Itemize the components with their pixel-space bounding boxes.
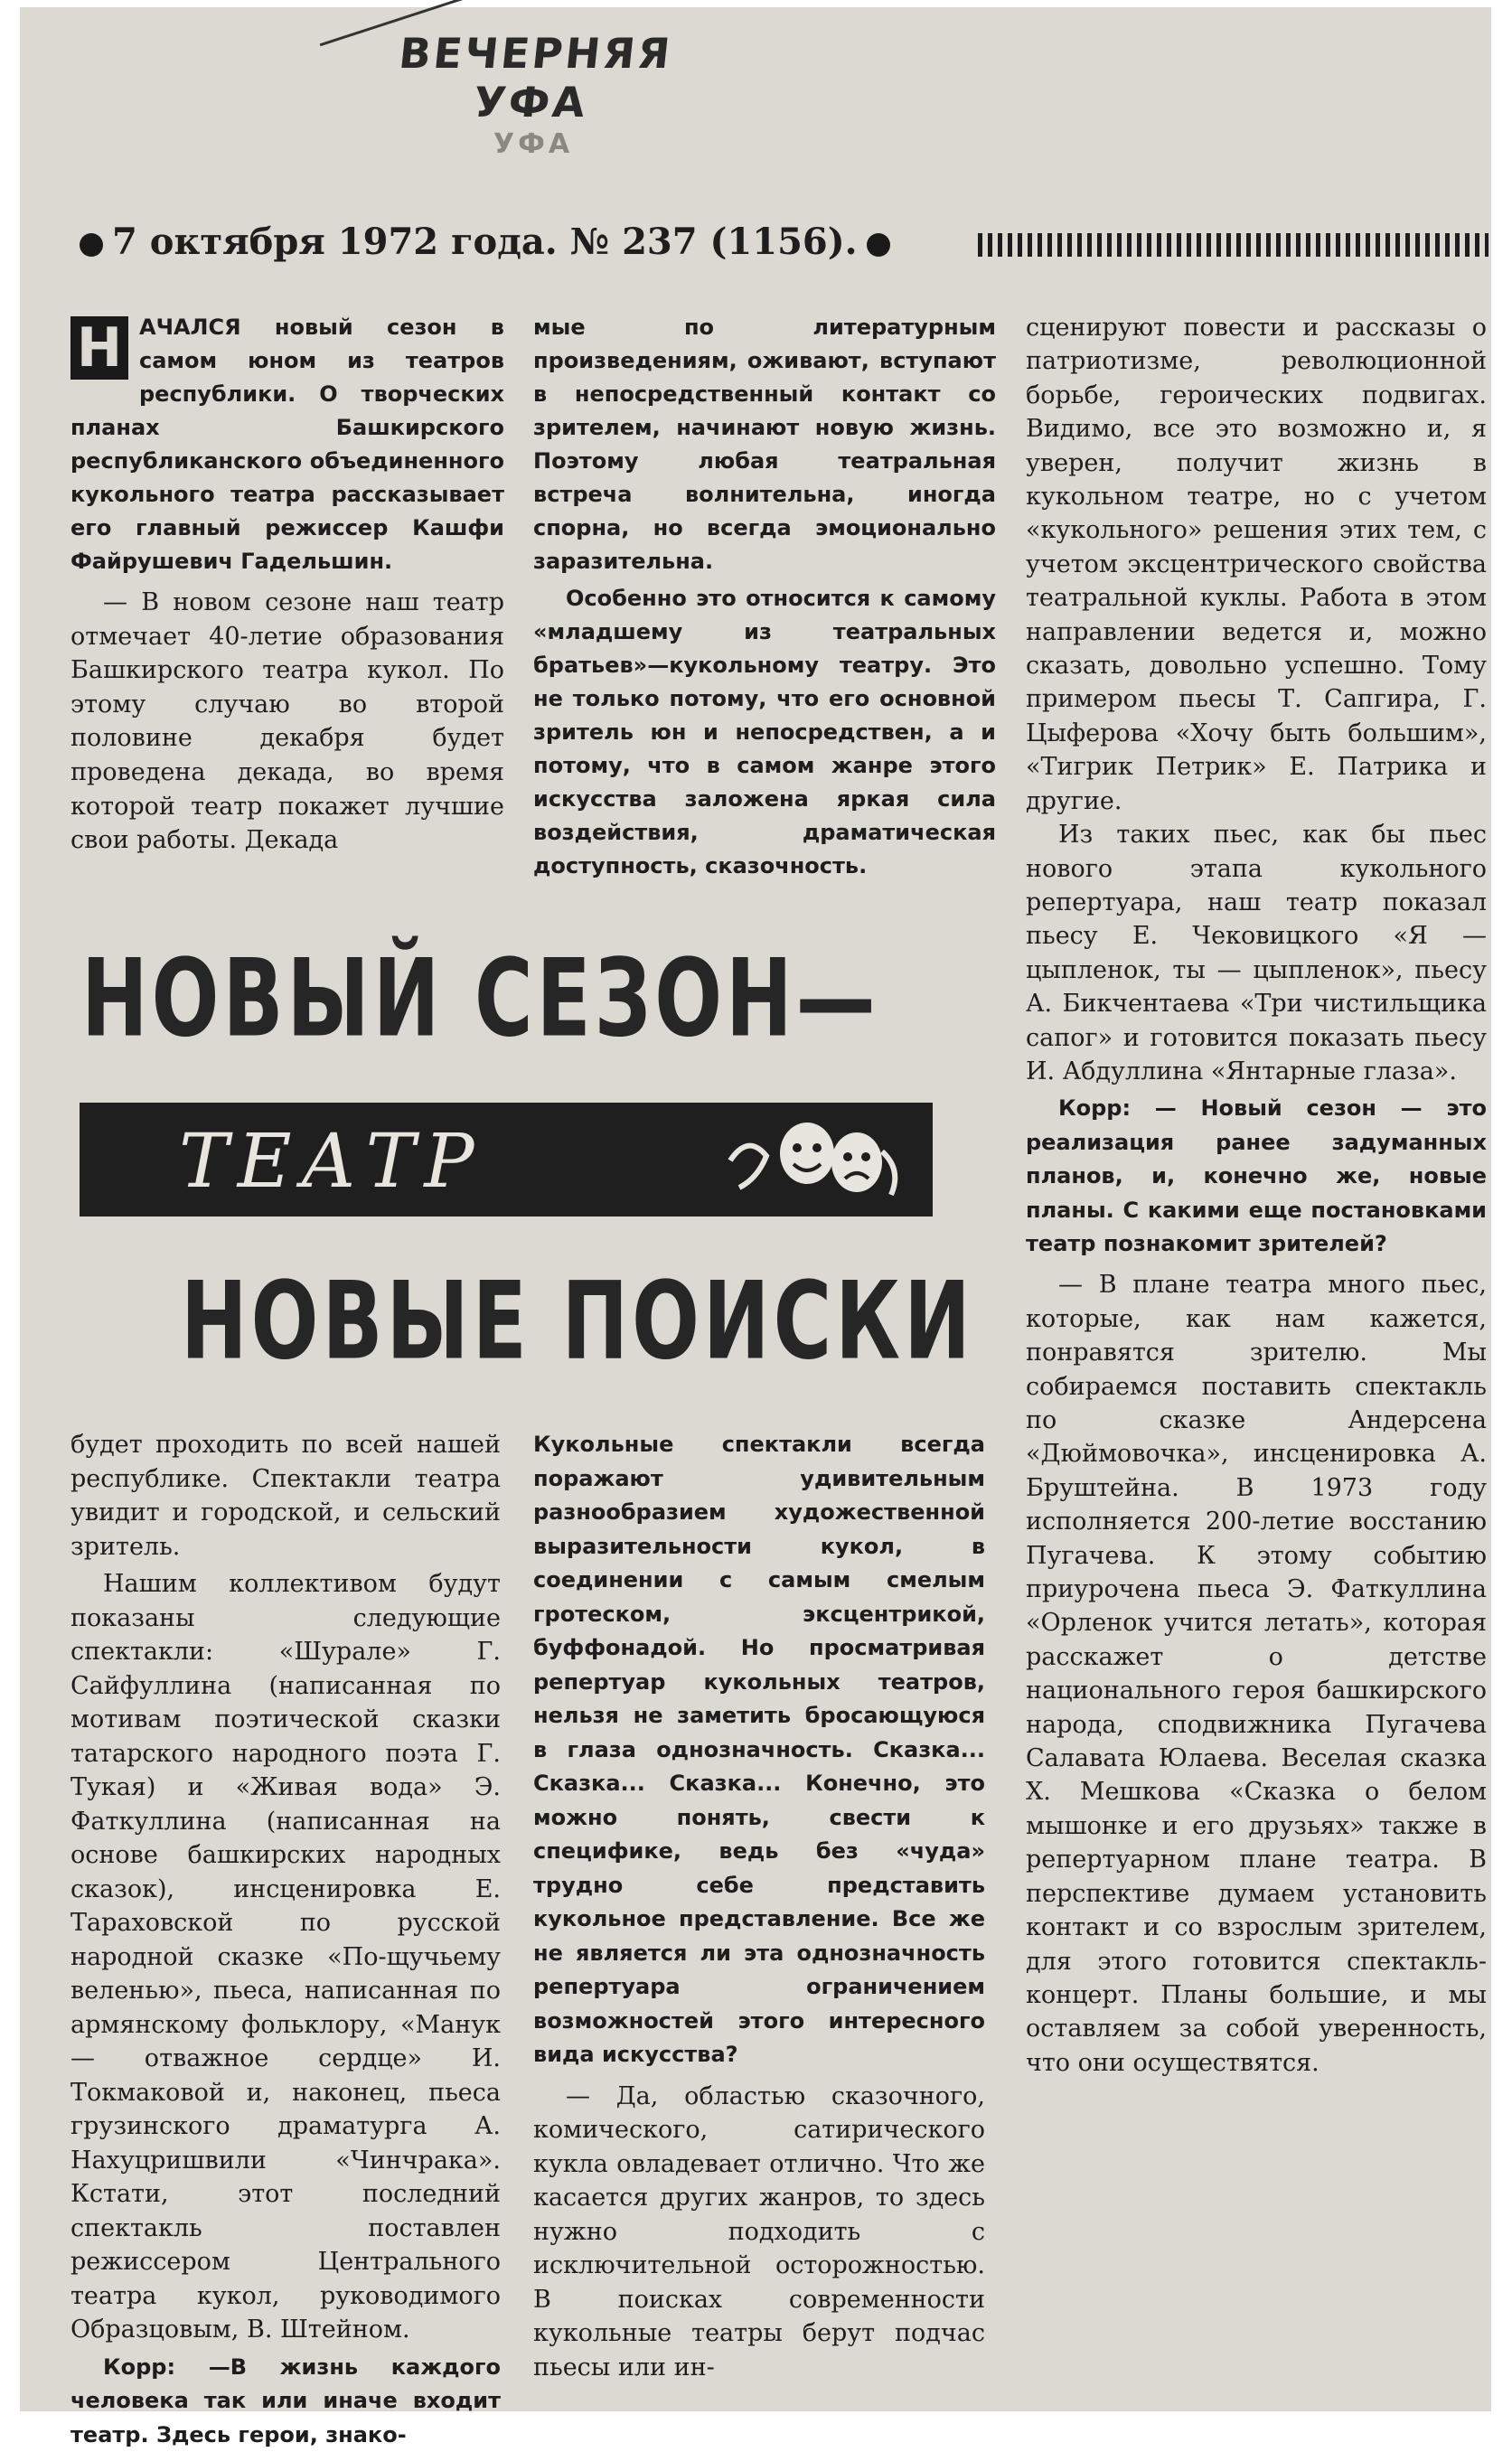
paragraph: Особенно это относится к самому «младшему из театральных братьев»—кукольному театру. Это не только потому, что его основной зритель юн и непосредствен, а и потому, что в самом жанре этого искусства заложена яркая сила воздействия, драматическая доступность, сказочность. — [533, 582, 996, 883]
paragraph: будет проходить по всей нашей республике. Спектакли театра увидит и городской, и сельский зритель. — [70, 1428, 501, 1564]
paragraph: — В плане театра много пьес, которые, как нам кажется, понравятся зрителю. Мы собираемся поставить спектакль по сказке Андерсена «Дюймовочка», инсценировка А. Бруштейна. В 1973 году исполняется 200-летие восстанию Пугачева. К этому событию приурочена пьеса Э. Фаткуллина «Орленок учится летать», которая расскажет о детстве национального героя башкирского народа, сподвижника Пугачева Салавата Юлаева. Веселая сказка Х. Мешкова «Сказка о белом мышонке и его друзьях» также в репертуарном плане театра. В перспективе думаем установить контакт и со взрослым зрителем, для этого готовится спектакль-концерт. Планы большие, и мы оставляем за собой уверенность, что они осуществятся. — [1026, 1268, 1487, 2080]
column-2-bottom — [533, 1428, 985, 2384]
headline-line-2: НОВЫЕ ПОИСКИ — [181, 1258, 974, 1384]
question: Корр: — Новый сезон — это реализация ранее задуманных планов, и, конечно же, новые планы. С какими еще постановками театр познакомит зрителей? — [1026, 1092, 1487, 1261]
bullet-icon — [80, 233, 103, 257]
paragraph: Нашим коллективом будут показаны следующие спектакли: «Шурале» Г. Сайфуллина (написанная по мотивам поэтической сказки татарского народного поэта Г. Тукая) и «Живая вода» Э. Фаткуллина (написанная на основе башкирских народных сказок), инсценировка Е. Тараховской по русской народной сказке «По-щучьему веленью», пьеса, написанная по армянскому фольклору, «Манук — отважное сердце» И. Токмаковой и, наконец, пьеса грузинского драматурга А. Нахуцришвили «Чинчрака». Кстати, этот последний спектакль поставлен режиссером Центрального театра кукол, руководимого Образцовым, В. Штейном. — [70, 1567, 501, 2347]
theatre-banner — [80, 1103, 933, 1217]
dateline-text: 7 октября 1972 года. № 237 (1156). — [112, 221, 858, 263]
bullet-icon — [867, 233, 890, 257]
question: Корр: —В жизнь каждого человека так или иначе входит театр. Здесь герои, знако- — [70, 2351, 501, 2452]
masthead-city: УФА — [352, 128, 714, 160]
paragraph: мые по литературным произведениям, оживают, вступают в непосредственный контакт со зрителем, начинают новую жизнь. Поэтому любая театральная встреча волнительна, иногда спорна, но всегда эмоционально заразительна. — [533, 311, 996, 578]
banner-word: ТЕАТР — [179, 1119, 484, 1205]
dateline — [70, 221, 899, 263]
dropcap: Н — [70, 316, 128, 380]
masthead-name: ВЕЧЕРНЯЯ УФА — [347, 29, 718, 127]
column-1-bottom — [70, 1428, 501, 2452]
paragraph: Из таких пьес, как бы пьес нового этапа кукольного репертуара, наш театр показал пьесу Е. Чековицкого «Я — цыпленок, ты — цыпленок», пьесу А. Бикчентаева «Три чистильщика сапог» и готовится показать пьесу И. Абдуллина «Янтарные глаза». — [1026, 818, 1487, 1088]
column-2-top — [533, 311, 996, 883]
paragraph: сценируют повести и рассказы о патриотизме, революционной борьбе, героических подвигах. Видимо, все это возможно и, я уверен, получит жизнь в кукольном театре, но с учетом «кукольного» решения этих тем, с учетом эксцентрического свойства театральной куклы. Работа в этом направлении ведется и, можно сказать, довольно успешно. Тому примером пьесы Т. Сапгира, Г. Цыферова «Хочу быть большим», «Тигрик Петрик» Е. Патрика и другие. — [1026, 311, 1487, 818]
column-3 — [1026, 311, 1487, 2080]
intro-text: АЧАЛСЯ новый сезон в самом юном из театров республики. О творческих планах Башкирского республиканского объединенного кукольного театра рассказывает его главный режиссер Кашфи Файрушевич Гадельшин. — [70, 315, 504, 574]
paragraph: — Да, областью сказочного, комического, сатирического кукла овладевает отлично. Что же касается других жанров, то здесь нужно подходить с исключительной осторожностью. В поисках современности кукольные театры берут подчас пьесы или ин- — [533, 2080, 985, 2385]
theatre-masks-icon — [721, 1115, 911, 1206]
decorative-rule — [978, 233, 1489, 257]
intro-paragraph — [70, 311, 504, 578]
column-1-top — [70, 311, 504, 858]
question: Кукольные спектакли всегда поражают удивительным разнообразием художественной выразительности кукол, в соединении с самым смелым гротеском, эксцентрикой, буффонадой. Но просматривая репертуар кукольных театров, нельзя не заметить бросающуюся в глаза однозначность. Сказка... Сказка... Сказка... Конечно, это можно понять, свести к специфике, ведь без «чуда» трудно себе представить кукольное представление. Все же не является ли эта однозначность репертуара ограничением возможностей этого интересного вида искусства? — [533, 1428, 985, 2072]
headline-line-1: НОВЫЙ СЕЗОН— — [81, 935, 879, 1061]
masthead — [352, 29, 714, 160]
paragraph: — В новом сезоне наш театр отмечает 40-летие образования Башкирского театра кукол. По этому случаю во второй половине декабря будет проведена декада, во время которой театр покажет лучшие свои работы. Декада — [70, 586, 504, 858]
